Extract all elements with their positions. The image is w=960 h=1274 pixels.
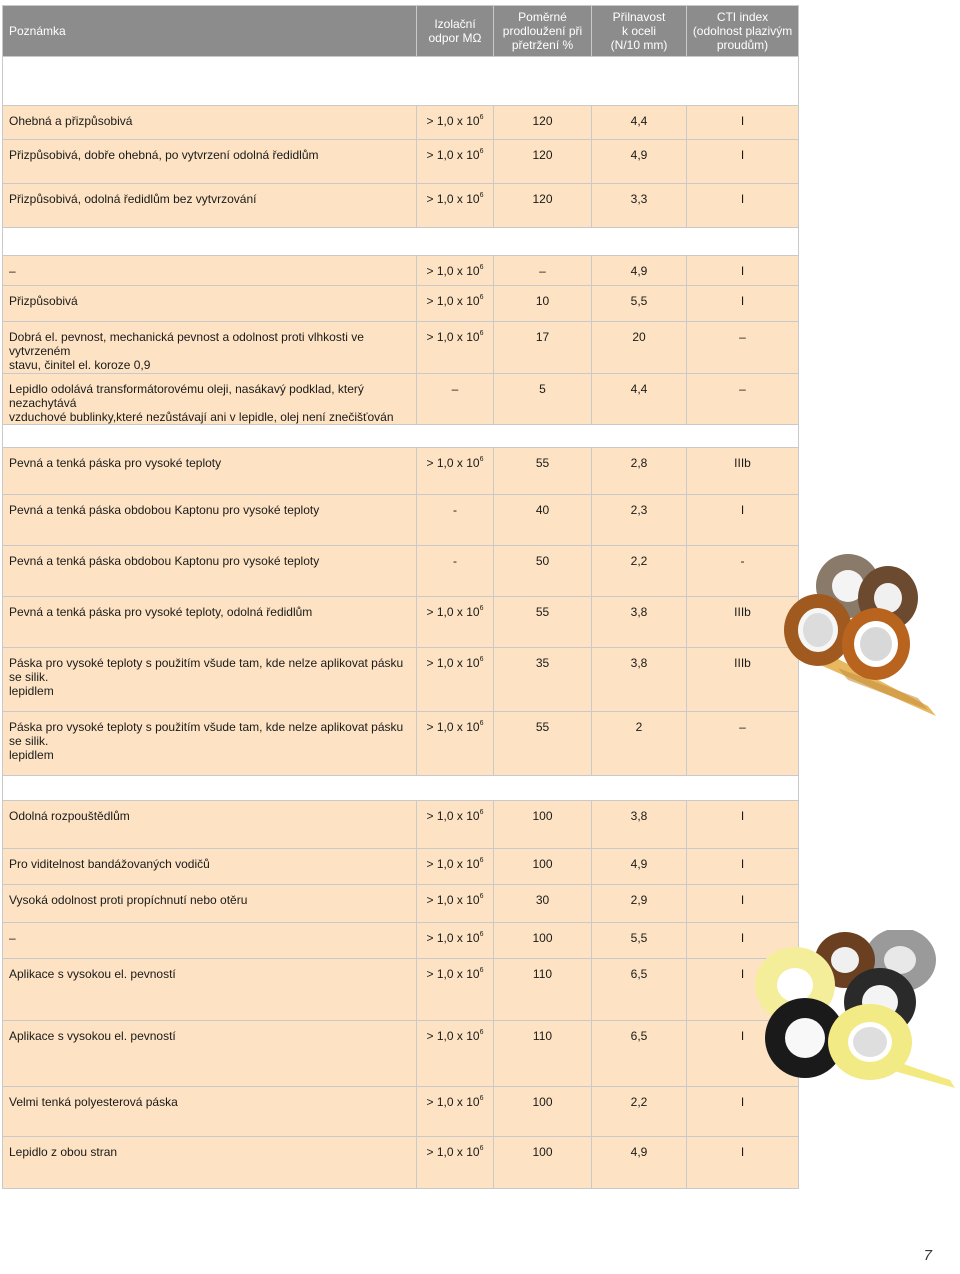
table-row <box>3 1137 799 1189</box>
cti-value: I <box>740 192 745 206</box>
note-cell <box>3 1021 417 1087</box>
note-text <box>9 849 410 871</box>
elongation-cell <box>494 140 592 184</box>
note-line: – <box>9 931 16 945</box>
cti-cell <box>687 140 799 184</box>
table-row <box>3 322 799 374</box>
adhesion-value: 4,9 <box>630 857 648 871</box>
elongation-value: 10 <box>535 294 550 308</box>
note-line: Ohebná a přizpůsobivá <box>9 114 133 128</box>
insulation-cell <box>417 184 494 228</box>
note-text <box>9 923 410 945</box>
note-cell <box>3 495 417 546</box>
insulation-cell <box>417 1137 494 1189</box>
note-text <box>9 106 410 128</box>
insulation-value: > 1,0 x 10 <box>426 656 480 670</box>
note-text <box>9 1087 410 1109</box>
insulation-cell <box>417 648 494 712</box>
note-line: Odolná rozpouštědlům <box>9 809 130 823</box>
insulation-exponent: 6 <box>479 1029 484 1036</box>
insulation-cell <box>417 712 494 776</box>
table-row <box>3 923 799 959</box>
note-line: Velmi tenká polyesterová páska <box>9 1095 178 1109</box>
adhesion-value: 4,4 <box>630 114 648 128</box>
adhesion-cell <box>592 849 687 885</box>
cti-value: I <box>740 503 745 517</box>
note-cell <box>3 448 417 495</box>
adhesion-cell <box>592 712 687 776</box>
insulation-exponent: 6 <box>479 967 484 974</box>
elongation-cell <box>494 801 592 849</box>
insulation-value: > 1,0 x 10 <box>426 809 480 823</box>
table-row <box>3 495 799 546</box>
adhesion-value: 6,5 <box>630 1029 648 1043</box>
elongation-cell <box>494 1087 592 1137</box>
table-row <box>3 959 799 1021</box>
elongation-value: 100 <box>532 809 553 823</box>
adhesion-cell <box>592 1021 687 1087</box>
insulation-value: > 1,0 x 10 <box>426 1145 480 1159</box>
polyester-tapes-photo-icon <box>750 930 955 1090</box>
note-text <box>9 959 410 981</box>
insulation-value: > 1,0 x 10 <box>426 192 480 206</box>
adhesion-value: 3,8 <box>630 656 648 670</box>
adhesion-cell <box>592 106 687 140</box>
header-adhesion: Přilnavost k oceli (N/10 mm) <box>592 6 687 57</box>
adhesion-value: 3,3 <box>630 192 648 206</box>
adhesion-value: 4,9 <box>630 1145 648 1159</box>
cti-cell <box>687 1137 799 1189</box>
adhesion-value: 2,2 <box>630 554 648 568</box>
adhesion-value: 2,8 <box>630 456 648 470</box>
adhesion-cell <box>592 1137 687 1189</box>
adhesion-cell <box>592 184 687 228</box>
note-line: Lepidlo z obou stran <box>9 1145 118 1159</box>
cti-value: – <box>739 382 746 396</box>
insulation-value: – <box>451 382 459 396</box>
note-text <box>9 374 410 424</box>
table-row <box>3 140 799 184</box>
insulation-value: - <box>453 503 457 517</box>
cti-value: I <box>740 1095 745 1109</box>
insulation-cell <box>417 322 494 374</box>
elongation-value: 100 <box>532 1095 553 1109</box>
group-separator-cell <box>3 228 799 256</box>
adhesion-cell <box>592 959 687 1021</box>
cti-cell <box>687 801 799 849</box>
note-line: lepidlem <box>9 684 54 698</box>
note-text <box>9 1021 410 1043</box>
insulation-cell <box>417 959 494 1021</box>
adhesion-cell <box>592 1087 687 1137</box>
table-row <box>3 286 799 322</box>
insulation-exponent: 6 <box>479 1145 484 1152</box>
table-row <box>3 106 799 140</box>
insulation-value: > 1,0 x 10 <box>426 857 480 871</box>
elongation-value: 120 <box>532 114 553 128</box>
insulation-cell <box>417 885 494 923</box>
note-line: Páska pro vysoké teploty s použitím všude tam, kde nelze aplikovat pásku se silik. <box>9 720 404 748</box>
header-note: Poznámka <box>3 6 417 57</box>
cti-cell <box>687 256 799 286</box>
group-separator <box>3 57 799 106</box>
note-cell <box>3 184 417 228</box>
adhesion-value: 4,9 <box>630 264 648 278</box>
insulation-value: > 1,0 x 10 <box>426 967 480 981</box>
elongation-value: 120 <box>532 192 553 206</box>
adhesion-cell <box>592 648 687 712</box>
note-line: Přizpůsobivá, dobře ohebná, po vytvrzení odolná ředidlům <box>9 148 319 162</box>
cti-value: – <box>739 330 746 344</box>
cti-value: I <box>740 809 745 823</box>
adhesion-cell <box>592 140 687 184</box>
insulation-exponent: 6 <box>479 931 484 938</box>
elongation-cell <box>494 648 592 712</box>
note-line: vzduchové bublinky,které nezůstávají ani v lepidle, olej není znečišťován <box>9 410 394 424</box>
note-line: Dobrá el. pevnost, mechanická pevnost a odolnost proti vlhkosti ve vytvrzeném <box>9 330 364 358</box>
note-cell <box>3 849 417 885</box>
adhesion-cell <box>592 801 687 849</box>
elongation-value: 100 <box>532 931 553 945</box>
elongation-value: 110 <box>532 967 553 981</box>
insulation-exponent: 6 <box>479 192 484 199</box>
table-body <box>3 57 799 1189</box>
cti-cell <box>687 106 799 140</box>
note-line: Aplikace s vysokou el. pevností <box>9 967 176 981</box>
insulation-value: > 1,0 x 10 <box>426 148 480 162</box>
header-cti: CTI index (odolnost plazivým proudům) <box>687 6 799 57</box>
note-text <box>9 448 410 470</box>
table-row <box>3 1087 799 1137</box>
insulation-exponent: 6 <box>479 605 484 612</box>
note-text <box>9 184 410 206</box>
note-line: Přizpůsobivá <box>9 294 78 308</box>
note-line: Vysoká odolnost proti propíchnutí nebo otěru <box>9 893 248 907</box>
adhesion-value: 3,8 <box>630 809 648 823</box>
group-separator <box>3 228 799 256</box>
elongation-cell <box>494 374 592 425</box>
note-cell <box>3 286 417 322</box>
insulation-exponent: 6 <box>479 294 484 301</box>
elongation-cell <box>494 256 592 286</box>
cti-value: IIIb <box>734 456 751 470</box>
adhesion-cell <box>592 322 687 374</box>
elongation-cell <box>494 448 592 495</box>
elongation-value: 55 <box>535 456 550 470</box>
adhesion-value: 5,5 <box>630 294 648 308</box>
group-separator <box>3 776 799 801</box>
elongation-cell <box>494 286 592 322</box>
insulation-cell <box>417 849 494 885</box>
group-separator-cell <box>3 57 799 106</box>
insulation-exponent: 6 <box>479 456 484 463</box>
elongation-value: 120 <box>532 148 553 162</box>
page-number: 7 <box>923 1247 932 1264</box>
cti-value: I <box>740 931 745 945</box>
elongation-value: 40 <box>535 503 550 517</box>
cti-value: I <box>740 294 745 308</box>
group-separator-cell <box>3 425 799 448</box>
cti-value: I <box>740 264 745 278</box>
elongation-cell <box>494 885 592 923</box>
table-row <box>3 849 799 885</box>
adhesion-cell <box>592 495 687 546</box>
elongation-cell <box>494 495 592 546</box>
note-cell <box>3 546 417 597</box>
elongation-cell <box>494 712 592 776</box>
note-line: lepidlem <box>9 748 54 762</box>
insulation-value: > 1,0 x 10 <box>426 264 480 278</box>
elongation-cell <box>494 959 592 1021</box>
insulation-cell <box>417 546 494 597</box>
insulation-cell <box>417 923 494 959</box>
cti-value: IIIb <box>734 605 751 619</box>
insulation-cell <box>417 448 494 495</box>
insulation-cell <box>417 597 494 648</box>
adhesion-value: 2 <box>635 720 643 734</box>
insulation-exponent: 6 <box>479 893 484 900</box>
cti-value: - <box>740 554 745 568</box>
note-line: Pevná a tenká páska obdobou Kaptonu pro vysoké teploty <box>9 554 320 568</box>
note-line: Pevná a tenká páska obdobou Kaptonu pro vysoké teploty <box>9 503 320 517</box>
insulation-value: > 1,0 x 10 <box>426 330 480 344</box>
table-row <box>3 256 799 286</box>
adhesion-cell <box>592 597 687 648</box>
note-line: Pro viditelnost bandážovaných vodičů <box>9 857 210 871</box>
adhesion-cell <box>592 256 687 286</box>
insulation-exponent: 6 <box>479 330 484 337</box>
table-row <box>3 712 799 776</box>
adhesion-value: 2,2 <box>630 1095 648 1109</box>
cti-cell <box>687 849 799 885</box>
elongation-cell <box>494 597 592 648</box>
cti-value: I <box>740 893 745 907</box>
cti-value: I <box>740 148 745 162</box>
insulation-value: > 1,0 x 10 <box>426 605 480 619</box>
note-line: – <box>9 264 16 278</box>
insulation-value: > 1,0 x 10 <box>426 1029 480 1043</box>
adhesion-value: 6,5 <box>630 967 648 981</box>
note-text <box>9 648 410 698</box>
elongation-value: 50 <box>535 554 550 568</box>
adhesion-cell <box>592 448 687 495</box>
table-row <box>3 648 799 712</box>
elongation-value: – <box>539 264 546 278</box>
elongation-cell <box>494 106 592 140</box>
adhesion-cell <box>592 923 687 959</box>
elongation-cell <box>494 184 592 228</box>
insulation-exponent: 6 <box>479 656 484 663</box>
note-cell <box>3 106 417 140</box>
properties-table <box>2 5 799 1189</box>
cti-cell <box>687 374 799 425</box>
insulation-cell <box>417 495 494 546</box>
note-line: Pevná a tenká páska pro vysoké teploty, odolná ředidlům <box>9 605 313 619</box>
header-insulation: Izolační odpor MΩ <box>417 6 494 57</box>
note-line: Aplikace s vysokou el. pevností <box>9 1029 176 1043</box>
adhesion-value: 5,5 <box>630 931 648 945</box>
note-text <box>9 546 410 568</box>
note-text <box>9 712 410 762</box>
note-cell <box>3 597 417 648</box>
table-row <box>3 801 799 849</box>
elongation-value: 55 <box>535 605 550 619</box>
insulation-value: > 1,0 x 10 <box>426 931 480 945</box>
note-text <box>9 801 410 823</box>
adhesion-value: 4,9 <box>630 148 648 162</box>
insulation-value: > 1,0 x 10 <box>426 114 480 128</box>
cti-cell <box>687 448 799 495</box>
elongation-value: 5 <box>539 382 546 396</box>
note-line: Páska pro vysoké teploty s použitím všude tam, kde nelze aplikovat pásku se silik. <box>9 656 404 684</box>
elongation-cell <box>494 1137 592 1189</box>
note-cell <box>3 140 417 184</box>
table-row <box>3 546 799 597</box>
note-cell <box>3 712 417 776</box>
insulation-exponent: 6 <box>479 720 484 727</box>
elongation-value: 55 <box>535 720 550 734</box>
cti-value: I <box>740 1029 745 1043</box>
note-cell <box>3 322 417 374</box>
insulation-value: > 1,0 x 10 <box>426 1095 480 1109</box>
insulation-cell <box>417 256 494 286</box>
header-row <box>3 6 799 57</box>
insulation-cell <box>417 106 494 140</box>
insulation-cell <box>417 801 494 849</box>
note-cell <box>3 959 417 1021</box>
insulation-exponent: 6 <box>479 1095 484 1102</box>
group-separator <box>3 425 799 448</box>
insulation-exponent: 6 <box>479 114 484 121</box>
insulation-exponent: 6 <box>479 857 484 864</box>
note-line: Pevná a tenká páska pro vysoké teploty <box>9 456 222 470</box>
table-row <box>3 597 799 648</box>
table-row <box>3 885 799 923</box>
insulation-value: > 1,0 x 10 <box>426 720 480 734</box>
group-separator-cell <box>3 776 799 801</box>
adhesion-cell <box>592 374 687 425</box>
cti-cell <box>687 184 799 228</box>
adhesion-cell <box>592 546 687 597</box>
cti-value: I <box>740 967 745 981</box>
note-text <box>9 256 410 278</box>
cti-cell <box>687 1087 799 1137</box>
cti-cell <box>687 322 799 374</box>
note-line: stavu, činitel el. koroze 0,9 <box>9 358 151 372</box>
adhesion-value: 2,9 <box>630 893 648 907</box>
cti-value: – <box>739 720 746 734</box>
table-row <box>3 448 799 495</box>
table-row <box>3 184 799 228</box>
adhesion-value: 4,4 <box>630 382 648 396</box>
cti-value: I <box>740 114 745 128</box>
elongation-cell <box>494 322 592 374</box>
elongation-value: 100 <box>532 1145 553 1159</box>
elongation-value: 30 <box>535 893 550 907</box>
note-text <box>9 322 410 372</box>
note-text <box>9 1137 410 1159</box>
elongation-value: 110 <box>532 1029 553 1043</box>
adhesion-value: 20 <box>632 330 646 344</box>
adhesion-value: 3,8 <box>630 605 648 619</box>
note-cell <box>3 923 417 959</box>
note-cell <box>3 801 417 849</box>
insulation-cell <box>417 286 494 322</box>
note-cell <box>3 885 417 923</box>
note-text <box>9 885 410 907</box>
adhesion-cell <box>592 885 687 923</box>
elongation-cell <box>494 1021 592 1087</box>
note-text <box>9 495 410 517</box>
elongation-value: 35 <box>535 656 550 670</box>
elongation-value: 100 <box>532 857 553 871</box>
cti-cell <box>687 286 799 322</box>
insulation-value: > 1,0 x 10 <box>426 294 480 308</box>
note-line: Přizpůsobivá, odolná ředidlům bez vytvrzování <box>9 192 257 206</box>
cti-value: I <box>740 857 745 871</box>
note-line: Lepidlo odolává transformátorovému oleji, nasákavý podklad, který nezachytává <box>9 382 364 410</box>
note-text <box>9 597 410 619</box>
insulation-exponent: 6 <box>479 264 484 271</box>
table-row <box>3 1021 799 1087</box>
elongation-value: 17 <box>535 330 550 344</box>
insulation-exponent: 6 <box>479 148 484 155</box>
adhesion-value: 2,3 <box>630 503 648 517</box>
note-cell <box>3 1087 417 1137</box>
note-text <box>9 286 410 308</box>
adhesion-cell <box>592 286 687 322</box>
kapton-tapes-photo-icon <box>778 548 938 728</box>
note-cell <box>3 256 417 286</box>
table-row <box>3 374 799 425</box>
insulation-value: > 1,0 x 10 <box>426 456 480 470</box>
cti-value: I <box>740 1145 745 1159</box>
cti-value: IIIb <box>734 656 751 670</box>
elongation-cell <box>494 546 592 597</box>
note-cell <box>3 1137 417 1189</box>
elongation-cell <box>494 849 592 885</box>
insulation-cell <box>417 1087 494 1137</box>
header-elongation: Poměrné prodloužení při přetržení % <box>494 6 592 57</box>
insulation-cell <box>417 140 494 184</box>
cti-cell <box>687 495 799 546</box>
cti-cell <box>687 885 799 923</box>
insulation-value: > 1,0 x 10 <box>426 893 480 907</box>
insulation-cell <box>417 374 494 425</box>
insulation-value: - <box>453 554 457 568</box>
insulation-cell <box>417 1021 494 1087</box>
note-cell <box>3 648 417 712</box>
note-cell <box>3 374 417 425</box>
note-text <box>9 140 410 162</box>
insulation-exponent: 6 <box>479 809 484 816</box>
elongation-cell <box>494 923 592 959</box>
